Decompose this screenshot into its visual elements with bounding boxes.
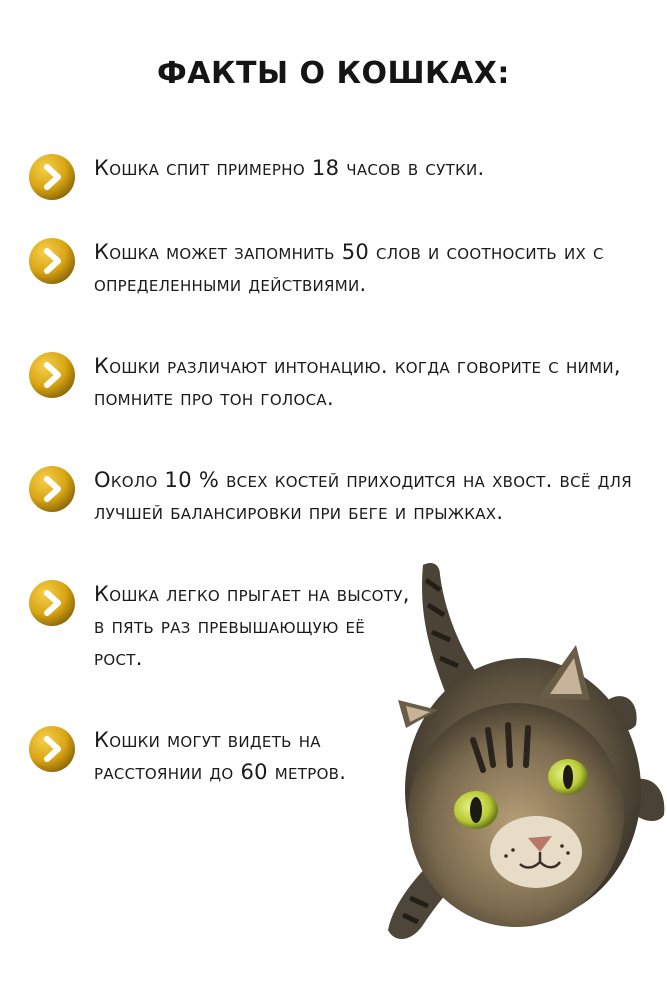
fact-item	[28, 578, 418, 674]
fact-text: Кошка может запомнить 50 слов и соотносить их с определенными действиями.	[94, 240, 604, 296]
cat-illustration	[378, 560, 667, 960]
fact-text: Кошка легко прыгает на высоту, в пять раз превышающую её рост.	[94, 582, 410, 670]
fact-text: Кошки различают интонацию. когда говорите с ними, помните про тон голоса.	[94, 354, 621, 410]
page-title: ФАКТЫ О КОШКАХ:	[157, 56, 510, 91]
fact-text: Кошки могут видеть на расстоянии до 60 метров.	[94, 728, 347, 784]
chevron-right-circle-icon	[28, 153, 76, 201]
fact-item	[28, 236, 618, 300]
fact-item	[28, 724, 398, 788]
fact-item	[28, 464, 638, 528]
chevron-right-circle-icon	[28, 351, 76, 399]
fact-text: Кошка спит примерно 18 часов в сутки.	[94, 156, 485, 180]
chevron-right-circle-icon	[28, 725, 76, 773]
chevron-right-circle-icon	[28, 465, 76, 513]
fact-item	[28, 350, 628, 414]
fact-text: Около 10 % всех костей приходится на хвост. всё для лучшей балансировки при беге и прыжках.	[94, 468, 632, 524]
fact-item	[28, 152, 618, 201]
chevron-right-circle-icon	[28, 237, 76, 285]
chevron-right-circle-icon	[28, 579, 76, 627]
